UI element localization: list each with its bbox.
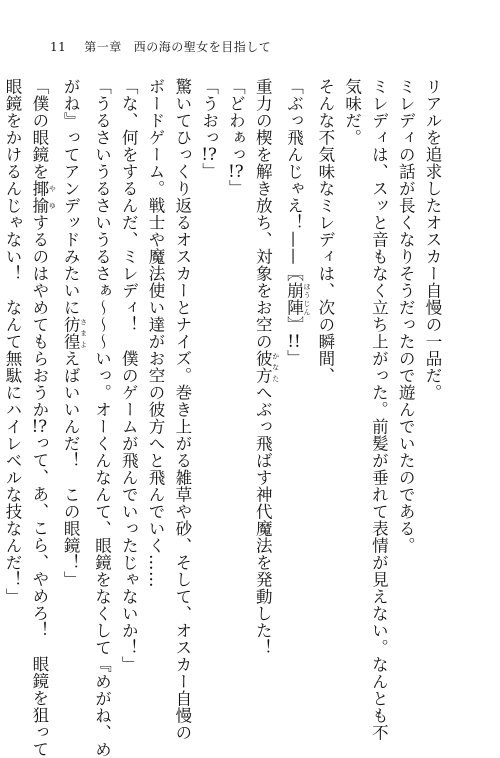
text-line: 気味だ。	[342, 78, 362, 146]
text-line: 「ぶっ飛んじゃえ！——〖崩陣 ほうじん〗!!」	[284, 78, 312, 367]
text-line: リアルを追求したオスカー自慢の一品だ。	[423, 78, 442, 401]
text-line: そんな不気味なミレディは、次の瞬間、	[315, 78, 335, 384]
text-line: 「どわぁっ!?」	[226, 78, 246, 197]
text-line: 驚いてひっくり返るオスカーとナイズ。巻き上がる雑草や砂、そして、オスカー自慢の	[172, 78, 192, 741]
text-line: 重力の楔を解き放ち、対象をお空の彼方 かなたへぶっ飛ばす神代魔法を発動した！	[253, 78, 280, 656]
chapter-title: 西の海の聖女を目指して	[133, 40, 272, 54]
text-line: 「僕の眼鏡を揶揄 やゆするのはやめてもらおうか!?って、あ、こら、やめろ！ 眼鏡を狙って	[29, 78, 57, 758]
text-line: 「うおっ!?」	[199, 78, 219, 180]
running-header	[50, 38, 271, 54]
chapter-label: 第一章	[84, 40, 122, 54]
page-number: 11	[50, 40, 67, 54]
text-line: ミレディは、スッと音もなく立ち上がった。前髪が垂れて表情が見えない。なんとも不	[369, 78, 389, 741]
text-line: がね』ってアンデッドみたいに彷徨 さまよえばいいんだ！ この眼鏡！」	[61, 78, 88, 588]
text-line: 眼鏡をかけるんじゃない！ なんて無駄にハイレベルな技なんだ！」	[3, 78, 23, 605]
vertical-body-text	[3, 78, 445, 758]
text-line: 「うるさいうるさいうるさぁ〜〜〜いっ。オーくんなんて、眼鏡をなくして『めがね、め	[92, 78, 112, 758]
text-line: ミレディの話が長くなりそうだったので遊んでいたのである。	[396, 78, 416, 554]
text-line: ボードゲーム。戦士や魔法使い達がお空の彼方へと飛んでいく……	[146, 78, 166, 588]
text-line: 「な、何をするんだ、ミレディ！ 僕のゲームが飛んでいったじゃないか！」	[119, 78, 139, 673]
